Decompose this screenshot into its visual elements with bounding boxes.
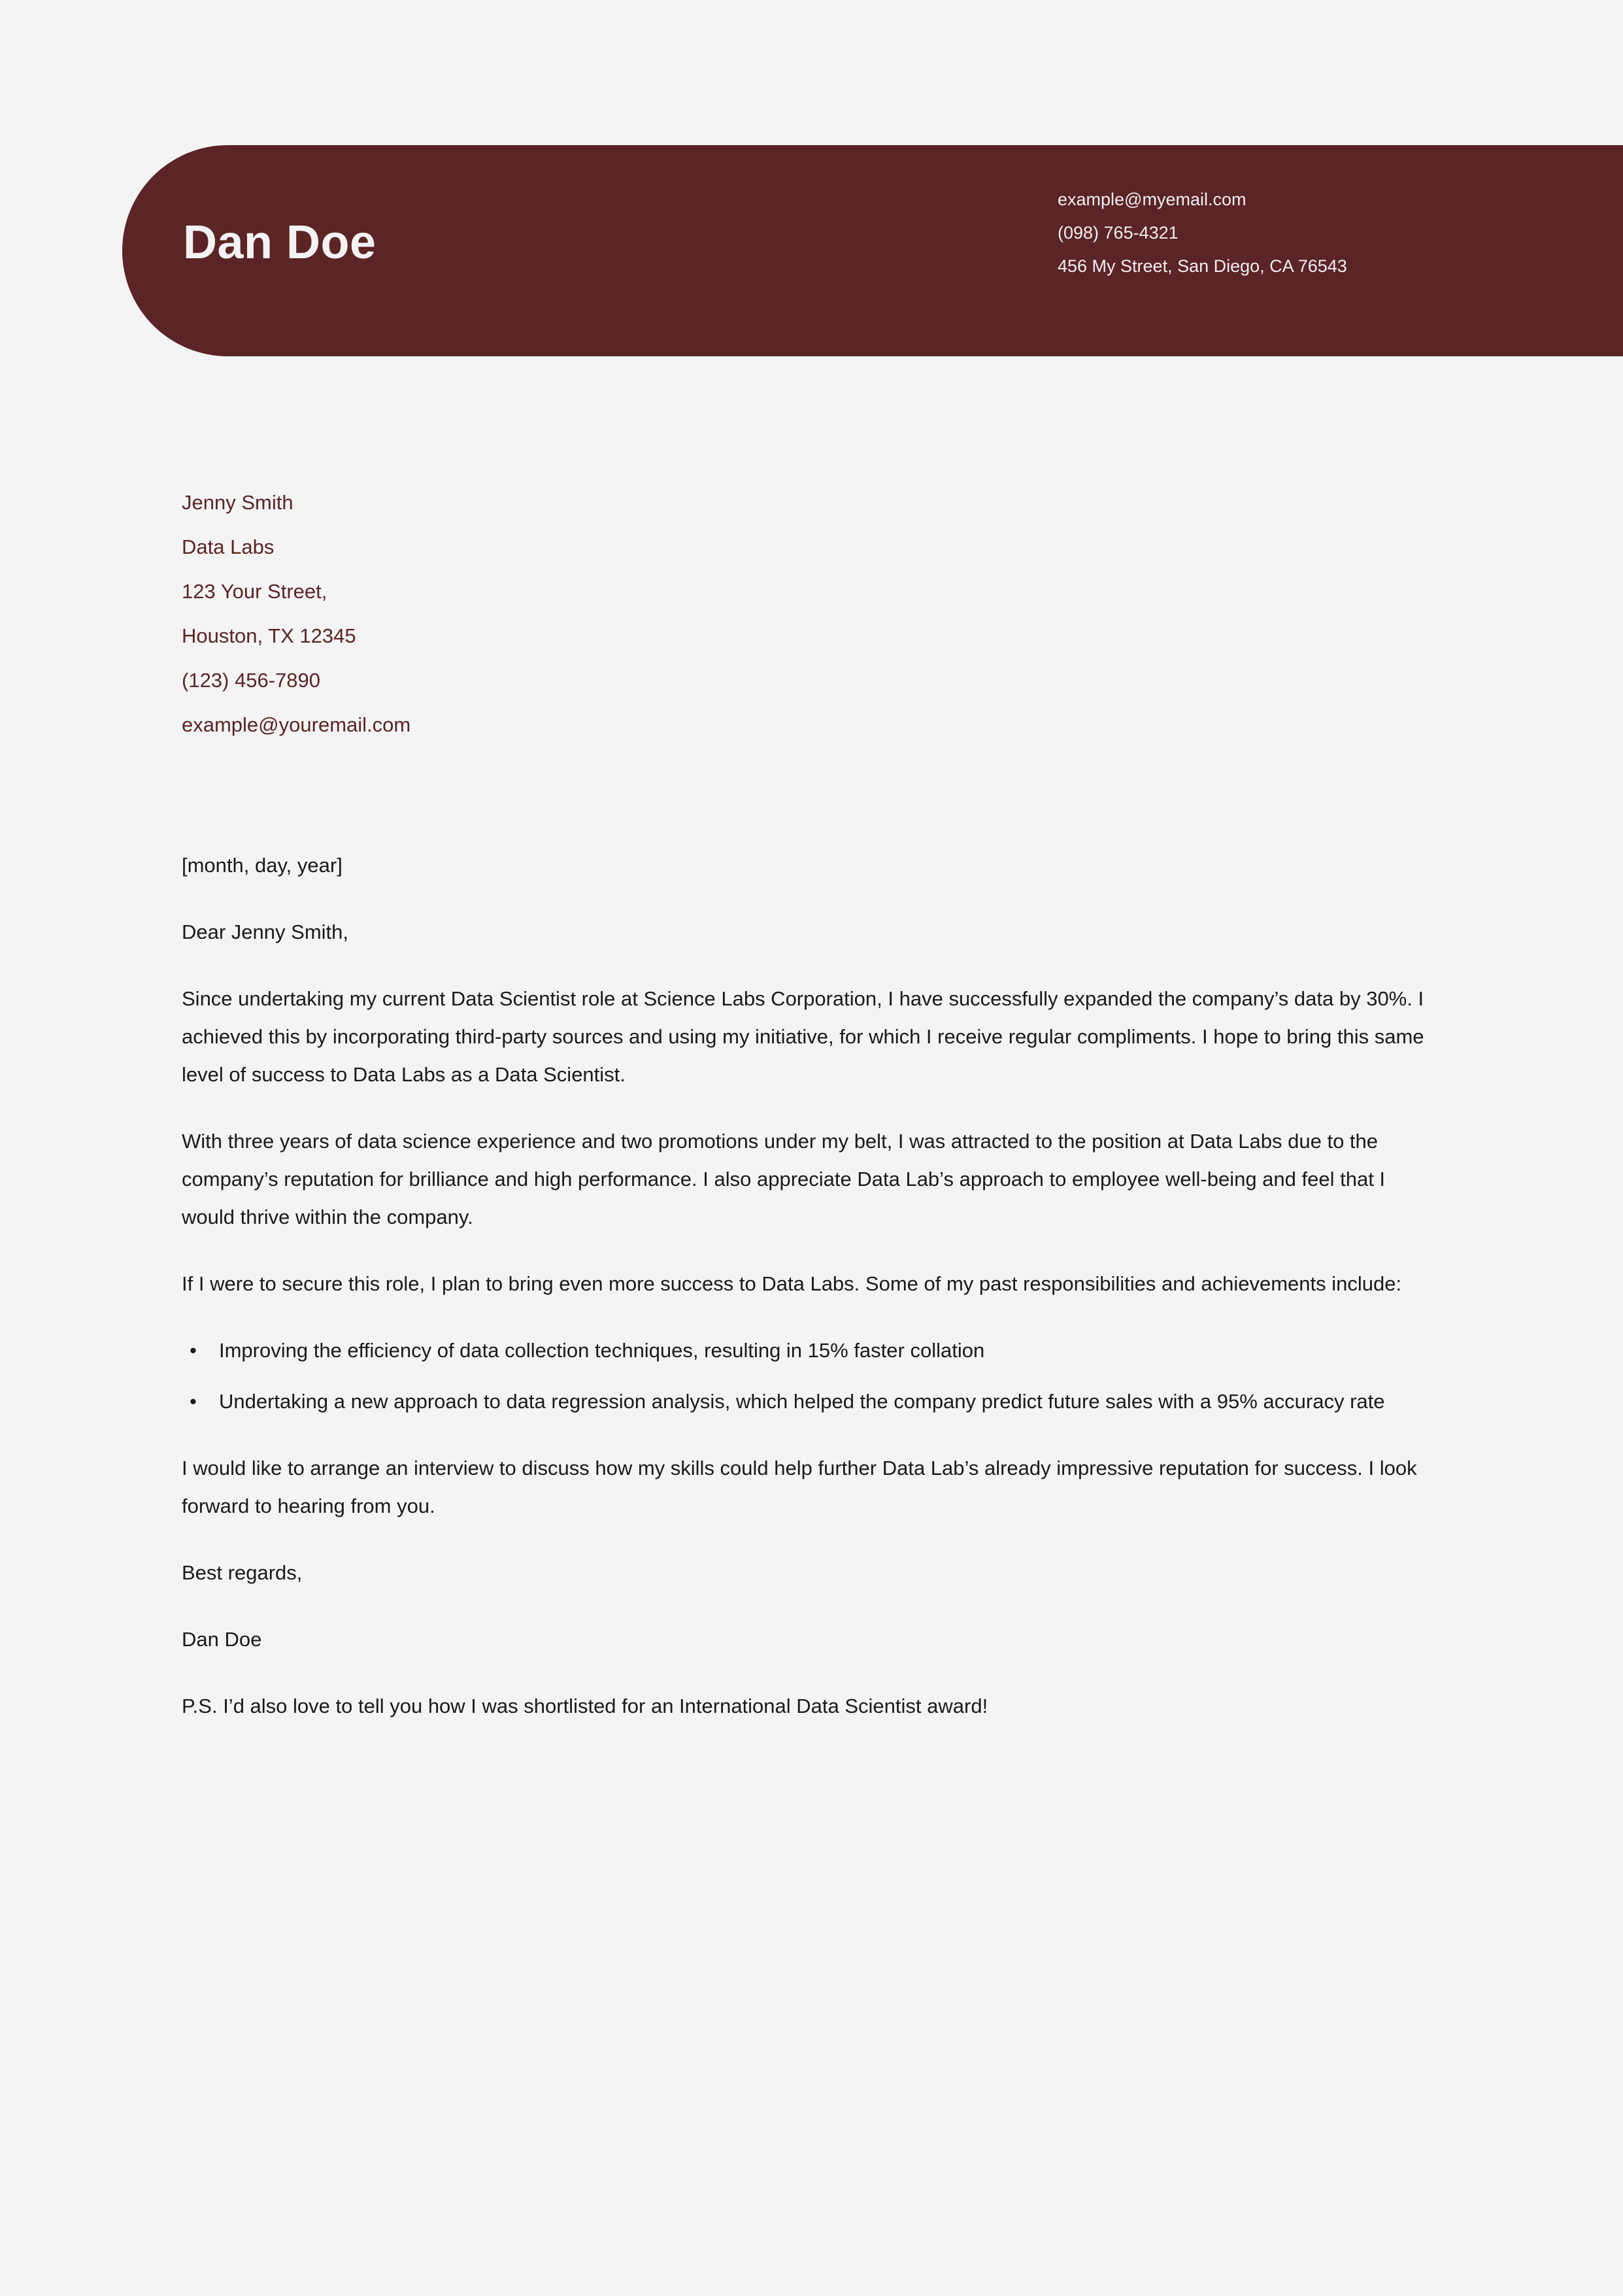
recipient-name: Jenny Smith xyxy=(182,491,293,514)
list-item-text: Undertaking a new approach to data regression analysis, which helped the company predict future sales with a 95% accuracy rate xyxy=(219,1390,1385,1413)
contact-address: 456 My Street, San Diego, CA 76543 xyxy=(1058,256,1347,276)
letter-body xyxy=(182,847,1430,1754)
recipient-phone: (123) 456-7890 xyxy=(182,669,320,692)
contact-phone: (098) 765-4321 xyxy=(1058,223,1179,243)
recipient-company: Data Labs xyxy=(182,535,275,558)
letter-postscript: P.S. I’d also love to tell you how I was shortlisted for an International Data Scientist award! xyxy=(182,1695,988,1717)
letter-paragraph-4: I would like to arrange an interview to discuss how my skills could help further Data Lab’s already impressive reputation for success. I look forward to hearing from you. xyxy=(182,1457,1417,1517)
recipient-address-block xyxy=(182,481,410,747)
letter-signature: Dan Doe xyxy=(182,1628,262,1651)
applicant-name: Dan Doe xyxy=(183,216,376,269)
bullet-icon: • xyxy=(190,1390,197,1413)
bullet-icon: • xyxy=(190,1339,197,1362)
letter-salutation: Dear Jenny Smith, xyxy=(182,920,348,943)
letter-closing: Best regards, xyxy=(182,1561,303,1584)
letter-date: [month, day, year] xyxy=(182,854,343,877)
recipient-email: example@youremail.com xyxy=(182,713,411,736)
letter-paragraph-3: If I were to secure this role, I plan to bring even more success to Data Labs. Some of my past responsibilities and achievements include: xyxy=(182,1272,1402,1295)
contact-email: example@myemail.com xyxy=(1058,190,1247,209)
achievements-list xyxy=(182,1332,1430,1421)
list-item xyxy=(182,1383,1430,1421)
letter-paragraph-2: With three years of data science experience and two promotions under my belt, I was attracted to the position at Data Labs due to the company’s reputation for brilliance and high performance. I also appreciate Data Lab’s approach to employee well-being and feel that I would thrive within the company. xyxy=(182,1130,1386,1228)
recipient-city-state-zip: Houston, TX 12345 xyxy=(182,624,356,647)
list-item-text: Improving the efficiency of data collection techniques, resulting in 15% faster collation xyxy=(219,1339,985,1362)
list-item xyxy=(182,1332,1430,1370)
recipient-street: 123 Your Street, xyxy=(182,580,327,603)
letter-paragraph-1: Since undertaking my current Data Scientist role at Science Labs Corporation, I have successfully expanded the company’s data by 30%. I achieved this by incorporating third-party sources and using my initiative, for which I receive regular compliments. I hope to bring this same level of success to Data Labs as a Data Scientist. xyxy=(182,987,1424,1086)
header-contact-block xyxy=(1058,183,1347,283)
